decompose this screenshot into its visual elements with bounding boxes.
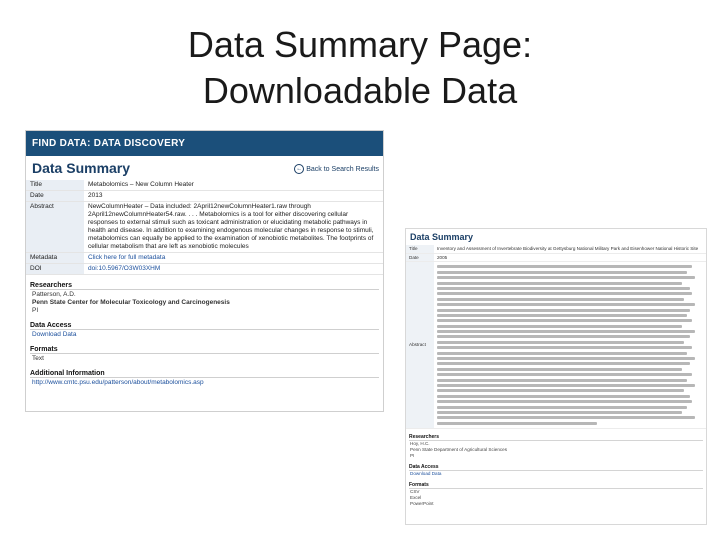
researcher-org: Penn State Center for Molecular Toxicology and Carcinogenesis — [32, 299, 230, 306]
field-row-title: Title Metabolomics – New Column Heater — [26, 180, 383, 191]
download-data-link[interactable]: Download Data — [410, 471, 442, 477]
data-summary-heading: Data Summary — [410, 232, 474, 242]
full-metadata-link[interactable]: Click here for full metadata — [88, 254, 166, 261]
researcher-line-3: PI — [410, 453, 415, 459]
format-item: PowerPoint — [410, 501, 434, 507]
find-data-header: FIND DATA: DATA DISCOVERY — [26, 131, 383, 156]
format-value: Text — [32, 355, 44, 362]
researchers-heading: Researchers — [409, 434, 703, 441]
field-row-abstract: Abstract — [406, 262, 706, 429]
field-row-title: Title Inventory and Assessment of Invertebrate Biodiversity at Gettysburg National Military Park and Eisenhower National Historic Site — [406, 245, 706, 254]
format-item: Excel — [410, 495, 422, 501]
data-summary-screenshot-metabolomics — [25, 130, 384, 412]
abstract-text-block — [434, 262, 706, 428]
researcher-line-1: Hoy, H.C. — [410, 441, 430, 447]
download-data-link[interactable]: Download Data — [32, 331, 77, 338]
researchers-heading: Researchers — [30, 282, 379, 290]
slide-title-line-2: Downloadable Data — [202, 70, 518, 111]
slide-title — [0, 22, 720, 114]
format-item: CSV — [410, 489, 420, 495]
data-summary-screenshot-invertebrate — [405, 228, 707, 525]
back-arrow-icon: ← — [296, 166, 303, 172]
field-row-date: Date 2005 — [406, 254, 706, 263]
formats-heading: Formats — [409, 482, 703, 489]
doi-link[interactable]: doi:10.5967/O3W03XHM — [88, 265, 161, 272]
data-access-heading: Data Access — [30, 322, 379, 330]
back-to-search-link[interactable]: ← Back to Search Results — [296, 165, 379, 173]
researcher-role: PI — [32, 307, 39, 314]
additional-info-heading: Additional Information — [30, 370, 379, 378]
slide-title-line-1: Data Summary Page: — [187, 24, 533, 65]
additional-info-link[interactable]: http://www.cmtc.psu.edu/patterson/about/metabolomics.asp — [32, 379, 204, 386]
field-row-metadata: Metadata Click here for full metadata — [26, 253, 383, 264]
field-row-abstract: Abstract NewColumnHeater – Data included: 2April12newColumnHeater1.raw through 2April12newColumnHeater54.raw. . . . Metabolomics is a tool for either discovering cellular responses to external stimuli such as toxicant administration or elucidating metabolic pathways in health and disease. In addition to examining endogenous molecular changes in response to stimuli, metabolomics can equally be applied to the examination of xenobiotic metabolites. The footprints of cellular metabolism that are left as xenobiotic molecules — [26, 202, 383, 253]
field-row-doi: DOI doi:10.5967/O3W03XHM — [26, 264, 383, 275]
data-summary-heading: Data Summary — [32, 160, 131, 176]
formats-heading: Formats — [30, 346, 379, 354]
field-row-date: Date 2013 — [26, 191, 383, 202]
researcher-line-2: Penn State Department of Agricultural Sciences — [410, 447, 508, 453]
researcher-name: Patterson, A.D. — [32, 291, 76, 298]
data-access-heading: Data Access — [409, 464, 703, 471]
